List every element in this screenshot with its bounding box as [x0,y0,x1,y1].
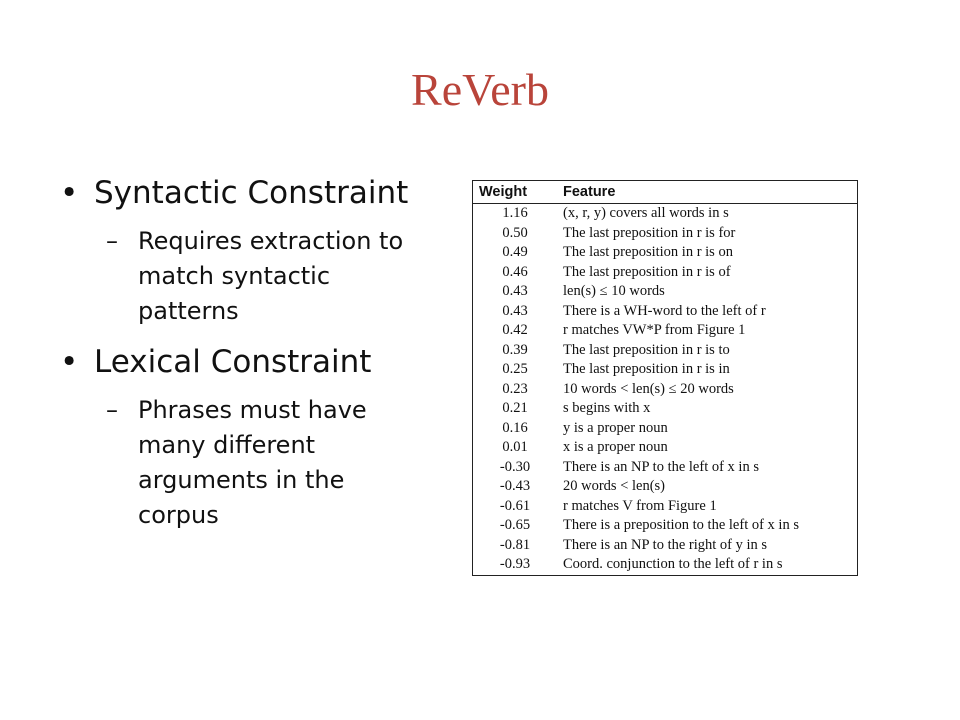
feature-cell: There is a preposition to the left of x in s [563,517,799,533]
slide-title: ReVerb [411,64,549,115]
weight-cell: 0.16 [502,419,528,436]
feature-cell: The last preposition in r is in [563,361,730,377]
sub-bullet-item [60,224,420,329]
weight-cell: 0.50 [502,224,528,241]
feature-cell: 10 words < len(s) ≤ 20 words [563,380,734,397]
dash-icon: – [106,396,118,424]
weight-cell: -0.65 [499,517,531,533]
weight-cell: -0.93 [499,556,531,572]
weight-cell: 0.43 [502,283,528,299]
table-row [473,477,858,497]
table-row [473,399,858,419]
feature-cell: Coord. conjunction to the left of r in s [563,556,783,572]
feature-cell: r matches VW*P from Figure 1 [563,322,746,338]
table-row [473,282,858,302]
weight-cell: 0.39 [502,341,528,358]
table-header-row [473,181,858,204]
feature-cell: There is an NP to the right of y in s [563,536,768,553]
weight-cell: 0.01 [502,439,528,455]
feature-cell: The last preposition in r is to [563,341,730,358]
weight-cell: 0.25 [502,361,528,377]
table-row [473,497,858,517]
table-row [473,555,858,575]
weight-cell: 0.42 [502,322,528,338]
dash-icon: – [106,227,118,255]
weight-cell: -0.81 [499,536,531,553]
weight-cell: 0.49 [502,244,528,260]
weight-cell: -0.61 [499,497,531,514]
table-row [473,516,858,536]
table-row [473,419,858,439]
table-row [473,536,858,556]
weight-cell: -0.30 [499,458,531,475]
feature-column-header: Feature [557,181,858,204]
table-row [473,204,858,224]
table-row [473,302,858,322]
bullet-text: Lexical Constraint [94,344,372,380]
table-row [473,263,858,283]
feature-cell: r matches V from Figure 1 [563,497,717,514]
table-row [473,360,858,380]
feature-cell: x is a proper noun [563,439,668,455]
feature-cell: The last preposition in r is of [563,263,731,280]
bullet-item [60,341,460,383]
weight-cell: -0.43 [499,478,531,494]
weight-cell: 0.46 [502,263,528,280]
feature-cell: len(s) ≤ 10 words [563,283,665,299]
bullet-list [60,172,460,545]
table-row [473,341,858,361]
feature-cell: The last preposition in r is for [563,224,736,241]
weight-column-header: Weight [473,181,558,204]
table-row [473,380,858,400]
feature-cell: 20 words < len(s) [563,478,666,494]
sub-bullet-text: Requires extraction to match syntactic patterns [138,227,404,325]
table-row [473,224,858,244]
table-row [473,458,858,478]
table-body [473,204,858,576]
bullet-item [60,172,460,214]
feature-cell: s begins with x [563,400,651,416]
table-row [473,438,858,458]
sub-bullet-item [60,393,420,533]
feature-cell: y is a proper noun [563,419,668,436]
weight-cell: 0.21 [502,400,528,416]
feature-cell: There is an NP to the left of x in s [563,458,759,475]
bullet-dot-icon: • [60,175,79,211]
table-row [473,321,858,341]
table-row [473,243,858,263]
feature-cell: There is a WH-word to the left of r [563,302,766,319]
feature-weight-table [472,180,858,576]
weight-cell: 1.16 [502,205,528,221]
feature-cell: The last preposition in r is on [563,244,733,260]
sub-bullet-text: Phrases must have many different arguments in the corpus [138,396,367,529]
bullet-text: Syntactic Constraint [94,175,409,211]
weight-cell: 0.43 [502,302,528,319]
bullet-dot-icon: • [60,344,79,380]
feature-cell: (x, r, y) covers all words in s [563,205,729,221]
weight-cell: 0.23 [502,380,528,397]
